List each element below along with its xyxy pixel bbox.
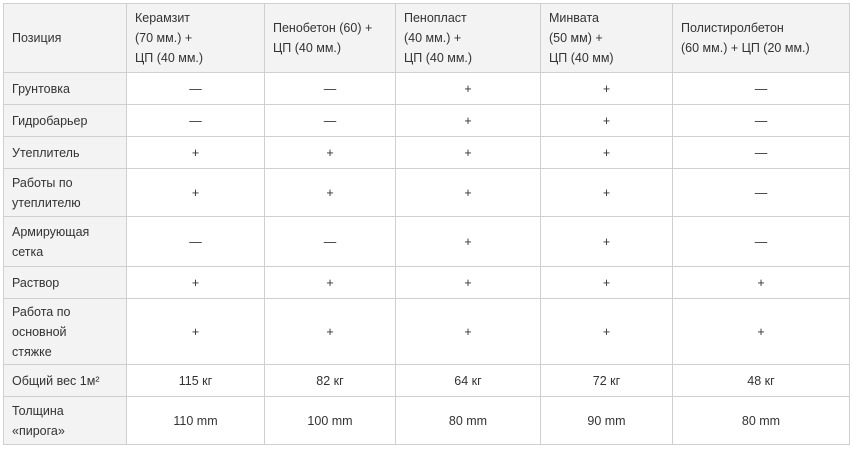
table-cell: —: [265, 105, 396, 137]
table-row: [4, 397, 850, 445]
table-cell: +: [541, 217, 673, 267]
table-cell: 64 кг: [396, 365, 541, 397]
table-cell: 100 mm: [265, 397, 396, 445]
table-cell: 80 mm: [673, 397, 850, 445]
table-cell: +: [396, 169, 541, 217]
table-cell: +: [541, 299, 673, 365]
table-header-row: [4, 4, 850, 73]
table-cell: —: [127, 217, 265, 267]
table-row: [4, 169, 850, 217]
table-cell: —: [265, 217, 396, 267]
table-row: [4, 267, 850, 299]
table-cell: 115 кг: [127, 365, 265, 397]
table-cell: 82 кг: [265, 365, 396, 397]
table-cell: 48 кг: [673, 365, 850, 397]
table-cell: +: [541, 267, 673, 299]
table-cell: —: [673, 137, 850, 169]
table-cell: +: [396, 299, 541, 365]
table-cell: +: [396, 105, 541, 137]
table-cell: —: [127, 73, 265, 105]
comparison-table: [3, 3, 850, 445]
header-penoplast: Пенопласт (40 мм.) + ЦП (40 мм.): [396, 4, 541, 73]
table-cell: —: [673, 169, 850, 217]
row-label: Раствор: [4, 267, 127, 299]
table-cell: —: [673, 217, 850, 267]
table-cell: —: [265, 73, 396, 105]
row-label: Работы по утеплителю: [4, 169, 127, 217]
table-row: [4, 105, 850, 137]
table-cell: 80 mm: [396, 397, 541, 445]
header-minvata: Минвата (50 мм) + ЦП (40 мм): [541, 4, 673, 73]
table-cell: +: [541, 73, 673, 105]
table-cell: +: [127, 267, 265, 299]
row-label: Грунтовка: [4, 73, 127, 105]
table-cell: +: [265, 137, 396, 169]
table-cell: +: [265, 299, 396, 365]
row-label: Утеплитель: [4, 137, 127, 169]
table-cell: +: [673, 267, 850, 299]
header-penobeton: Пенобетон (60) + ЦП (40 мм.): [265, 4, 396, 73]
row-label: Толщина «пирога»: [4, 397, 127, 445]
table-cell: —: [673, 105, 850, 137]
table-cell: +: [541, 137, 673, 169]
table-cell: +: [127, 169, 265, 217]
table-cell: 110 mm: [127, 397, 265, 445]
table-cell: +: [396, 137, 541, 169]
row-label: Гидробарьер: [4, 105, 127, 137]
table-row: [4, 73, 850, 105]
table-cell: 72 кг: [541, 365, 673, 397]
table-cell: +: [265, 169, 396, 217]
table-cell: 90 mm: [541, 397, 673, 445]
row-label: Общий вес 1м²: [4, 365, 127, 397]
table-row: [4, 137, 850, 169]
table-cell: +: [127, 299, 265, 365]
table-cell: +: [541, 169, 673, 217]
table-cell: +: [673, 299, 850, 365]
table-row: [4, 365, 850, 397]
table-cell: —: [673, 73, 850, 105]
table-cell: +: [396, 217, 541, 267]
row-label: Армирующая сетка: [4, 217, 127, 267]
table-cell: +: [396, 73, 541, 105]
table-cell: +: [396, 267, 541, 299]
table-row: [4, 217, 850, 267]
header-polistirolbeton: Полистиролбетон (60 мм.) + ЦП (20 мм.): [673, 4, 850, 73]
table-row: [4, 299, 850, 365]
header-keramzit: Керамзит (70 мм.) + ЦП (40 мм.): [127, 4, 265, 73]
row-label: Работа по основной стяжке: [4, 299, 127, 365]
table-cell: —: [127, 105, 265, 137]
table-cell: +: [541, 105, 673, 137]
table-cell: +: [127, 137, 265, 169]
table-cell: +: [265, 267, 396, 299]
header-position: Позиция: [4, 4, 127, 73]
